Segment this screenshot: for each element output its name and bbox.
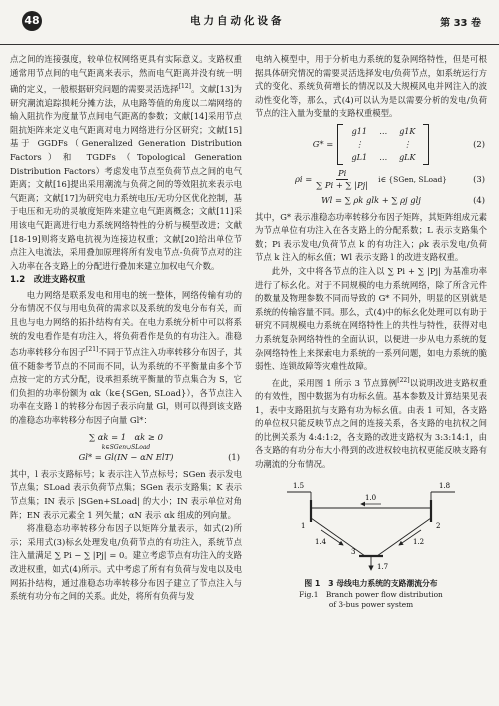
- paragraph-matrix-components: 将准稳态功率转移分布因子以矩阵分量表示，如式(2)所示；采用式(3)标幺处理发电/负荷节点的有功注入，系统节点注入量满足 ∑ Pi − ∑ |Pj| = 0。建立考虑节点有功注入的支路改进权重，如式(4)所示。式中考虑了所有有负荷与发电以及电网拓扑结构，通过准稳态功率转移分布因子建立了节点注入与系统有功分布之间的关系。此处，将所有负荷与发: [10, 523, 242, 602]
- figure-1: [255, 478, 487, 611]
- equation-3-number: (3): [473, 173, 485, 184]
- matrix-cell: …: [379, 152, 388, 162]
- flow-label-bus3-load: 1.7: [377, 562, 389, 571]
- journal-title: 电力自动化设备: [190, 15, 285, 27]
- paragraph-variable-meanings: 其中，G* 表示准稳态功率转移分布因子矩阵，其矩阵组成元素为节点单位有功注入在各支路上的分配系数；L 表示支路集个数；Pi 表示发电/负荷节点 k 的有功注入；ρk 表示发电/负荷节点 k 注入的标幺值；Wl 表示支路 l 的改进支路权重。: [255, 211, 487, 263]
- equation-4-number: (4): [473, 194, 485, 205]
- volume-label: 第 33 卷: [440, 18, 481, 29]
- matrix-cell: [372, 139, 394, 150]
- paragraph-electrical-distance: 点之间的连接强度，较单位权网络更具有实际意义。支路权重通常用节点间的电气距离来表示，然而电气距离并没有统一明确的定义，一般根据研究问题的需要灵活选择[12]。文献[13]为研究潮流追踪损耗分摊方法，从电路等值的角度以二端网络的输入阻抗作为度量节点间电气距离的参数；文献[14]采用节点阻抗矩阵来定义电气距离对电力网络进行分区研究；文献[15]基于 GGDFs（Generalized Generation Distribution Factors）和 TGDFs（Topological Generation Distribution Factors）考虑发电节点至负荷节点之间的电气距离；文献[16]提出采用潮流与负荷之间的等效阻抗来表示电气距离；文献[17]为研究电力系统电压/无功分区优化控制，基于电压和无功的灵敏度矩阵来建立电气距离概念；文献[11]采用该电气距离进行电力系统网络特性的分析与模型改进；文献[18-19]则将支路电抗视为连接边权重；文献[20]给出单位节点注入电流法，采用叠加原理将所有发电节点-负荷节点对的注入功率在各支路上的分配进行叠加来建立加权电气介数。: [10, 54, 242, 271]
- right-column: [255, 53, 487, 701]
- equation-2: [255, 124, 487, 165]
- equation-2-number: (2): [473, 138, 485, 149]
- flow-label-bus2-injection: 1.8: [439, 481, 451, 490]
- matrix-cell: ⋮: [403, 139, 412, 149]
- matrix-cell: g11: [351, 126, 367, 136]
- paragraph-per-unit-normalization: 此外，文中将各节点的注入以 ∑ Pi + ∑ |Pj| 为基准功率进行了标幺化。对于不同规模的电力系统网络，除了所含元件的数量及物理参数不同而导致的 G* 不同外，明显的区别就是系统的传输容量不同。那么，式(4)中的标幺化处理可以有助于研究不同规模电力系统在网络特性上的共性与特性，获得对电力系统复杂网络特性的全面认识，以便进一步从电力系统的复杂网络特性上来探索电力系统的一系列问题，如电力系统的脆弱性、连锁故障等灾难性故障。: [255, 265, 487, 372]
- figure-1-caption-en-line1: Fig.1 Branch power flow distribution: [299, 590, 443, 600]
- flow-label-branch-1-3: 1.4: [315, 537, 327, 546]
- equation-2-matrix: [337, 124, 429, 165]
- equation-1-number: (1): [228, 452, 240, 463]
- branch-1-3: [311, 518, 365, 556]
- paragraph-three-bus-example: 在此，采用图 1 所示 3 节点算例[22]以说明改进支路权重的有效性，图中数据为有功标幺值。基本参数及计算结果见表 1，表中支路阻抗与支路有功为标幺值。由表 1 可知，各支路的单位权只能反映节点之间的连接关系，各支路的电抗权之间的比例关系为 4:4:1:2，各支路的改进支路权为 3:3:14:1，由各支路的有功分布大小得到的改进权较电抗权更能反映支路有功潮流的分布情况。: [255, 376, 487, 470]
- equation-1-sum-range: k∈SGen∪SLoad: [101, 444, 151, 452]
- flow-label-bus1-injection: 1.5: [293, 481, 305, 490]
- branch-2-3: [377, 518, 431, 556]
- page-header: [0, 0, 499, 45]
- equation-3-numerator: Pi: [338, 167, 347, 178]
- paragraph-model-scope: 电纳入模型中，用于分析电力系统的复杂网络特性，但是可根据具体研究情况的需要灵活选择发电/负荷节点，如系统运行方式的变化、系统负荷增长的情况以及大规模风电并网注入的波动性变化等，那么，式(4)可以认为是以需要分析的发电/负荷节点的注入量为变量的支路权重模型。: [255, 54, 487, 119]
- equation-2-lhs: G* =: [312, 138, 334, 149]
- flow-label-branch-2-3: 1.2: [413, 537, 425, 546]
- flow-label-branch-1-2: 1.0: [365, 493, 377, 502]
- equation-1-constraint: ∑ αk = 1 αk ≥ 0: [89, 431, 163, 442]
- figure-1-caption-cn: 图 1 3 母线电力系统的支路潮流分布: [304, 578, 438, 588]
- branch-flow-diagram: [281, 478, 461, 574]
- equation-4: [255, 194, 487, 208]
- matrix-cell: …: [379, 126, 388, 136]
- equation-3-denominator: ∑ Pi + ∑ |Pj|: [316, 179, 369, 190]
- paragraph-symbol-definitions: 其中，l 表示支路标号；k 表示注入节点标号；SGen 表示发电节点集；SLoad 表示负荷节点集；SGen 表示支路集；K 表示节点集；IN 表示 |SGen+SLoad| 的大小；IN 表示单位对角阵；EN 表示元素全 1 列矢量；αN 表示 αk 组成的列向量。: [10, 468, 242, 520]
- equation-1-main: Gl* = Gl(IN − αN ElT): [78, 452, 174, 463]
- bus-label-3: 3: [351, 547, 356, 556]
- equation-4-main: Wl = ∑ ρk glk + ∑ ρj glj: [321, 194, 421, 205]
- paragraph-power-transfer: 电力网络是联系发电和用电的统一整体，网络传输有功的分布情况不仅与用电负荷的需求以及系统的发电分布有关，而且也与电力网络的拓扑结构有关。在电力系统分析中可以将系统的发电看作是有功注入，将负荷看作是负的有功注入。准稳态功率转移分布因子[21]不同于节点注入功率转移分布因子，其值不随参考节点的不同而不同，认为系统的不平衡量由多个节点按一定的方式分配，设承担系统平衡量的节点集合为 S，它们负担的功率份额为 αk（k∈{SGen, SLoad}），各节点注入功率在支路 l 的转移分布因子表示向量 Gl，则可以得到该支路的准稳态功率转移分布因子向量 Gl*：: [10, 289, 242, 426]
- equation-3: [255, 168, 487, 191]
- matrix-cell: ⋮: [355, 139, 364, 149]
- equation-3-lhs: ρi =: [294, 173, 313, 184]
- matrix-cell: gLK: [399, 152, 416, 162]
- bus-label-1: 1: [301, 521, 306, 530]
- left-column: [10, 53, 242, 701]
- figure-1-caption-en-line2: of 3-bus power system: [328, 600, 414, 610]
- bus-label-2: 2: [436, 521, 441, 530]
- page-number-badge: 48: [22, 11, 42, 31]
- matrix-cell: g1K: [399, 126, 416, 136]
- equation-3-condition: i∈ {SGen, SLoad}: [378, 174, 448, 184]
- section-heading-improved-branch-weight: 1.2 改进支路权重: [10, 275, 86, 286]
- equation-1: [10, 431, 242, 465]
- matrix-cell: gL1: [351, 152, 368, 162]
